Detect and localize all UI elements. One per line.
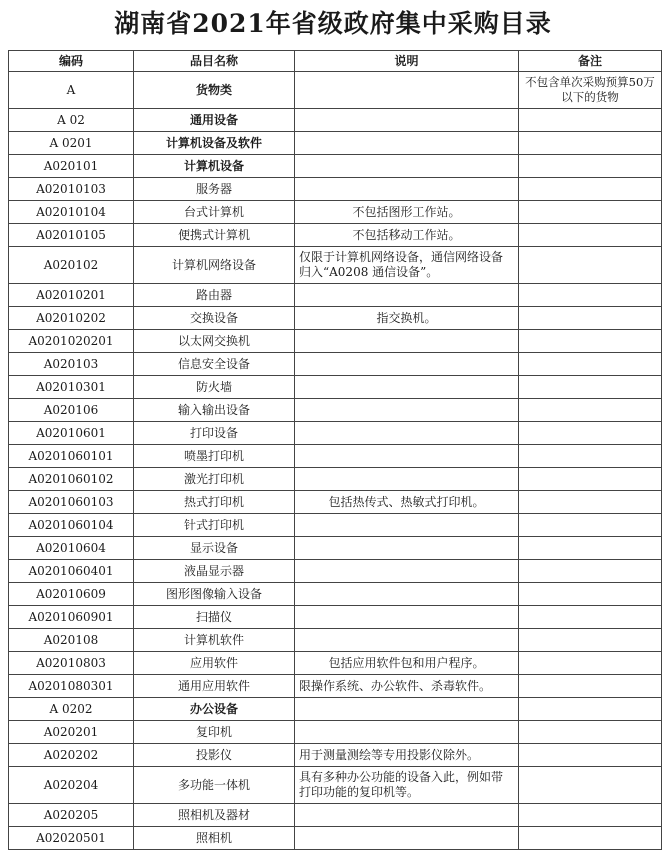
- cell-note: [519, 583, 662, 606]
- table-row: [9, 606, 662, 629]
- cell-name: 喷墨打印机: [134, 445, 295, 468]
- cell-desc: [295, 827, 519, 850]
- cell-code: A02010105: [9, 224, 134, 247]
- cell-desc: [295, 721, 519, 744]
- cell-name: 计算机设备及软件: [134, 132, 295, 155]
- cell-desc: [295, 422, 519, 445]
- cell-code: A020202: [9, 744, 134, 767]
- table-row: [9, 178, 662, 201]
- cell-name: 货物类: [134, 72, 295, 109]
- cell-name: 计算机软件: [134, 629, 295, 652]
- cell-desc: 限操作系统、办公软件、杀毒软件。: [295, 675, 519, 698]
- cell-code: A02010604: [9, 537, 134, 560]
- cell-code: A020108: [9, 629, 134, 652]
- cell-name: 应用软件: [134, 652, 295, 675]
- header-code: 编码: [9, 51, 134, 72]
- cell-code: A02010201: [9, 284, 134, 307]
- cell-name: 计算机设备: [134, 155, 295, 178]
- cell-code: A02010103: [9, 178, 134, 201]
- header-note: 备注: [519, 51, 662, 72]
- cell-name: 路由器: [134, 284, 295, 307]
- cell-desc: [295, 132, 519, 155]
- cell-name: 以太网交换机: [134, 330, 295, 353]
- cell-desc: [295, 537, 519, 560]
- cell-name: 针式打印机: [134, 514, 295, 537]
- cell-desc: [295, 399, 519, 422]
- table-row: [9, 583, 662, 606]
- cell-note: [519, 330, 662, 353]
- cell-desc: [295, 583, 519, 606]
- table-row: [9, 827, 662, 850]
- table-row: [9, 698, 662, 721]
- cell-note: [519, 284, 662, 307]
- table-row: [9, 537, 662, 560]
- table-row: [9, 353, 662, 376]
- procurement-catalog-table: [8, 50, 662, 850]
- cell-name: 输入输出设备: [134, 399, 295, 422]
- table-row: [9, 721, 662, 744]
- cell-code: A0201060103: [9, 491, 134, 514]
- table-row: [9, 284, 662, 307]
- cell-code: A0201060401: [9, 560, 134, 583]
- table-row: [9, 132, 662, 155]
- cell-code: A0201060901: [9, 606, 134, 629]
- cell-name: 台式计算机: [134, 201, 295, 224]
- cell-code: A02010609: [9, 583, 134, 606]
- cell-name: 显示设备: [134, 537, 295, 560]
- table-row: [9, 445, 662, 468]
- cell-name: 便携式计算机: [134, 224, 295, 247]
- table-row: [9, 399, 662, 422]
- cell-note: [519, 537, 662, 560]
- cell-note: [519, 132, 662, 155]
- table-row: [9, 804, 662, 827]
- cell-note: 不包含单次采购预算50万以下的货物: [519, 72, 662, 109]
- cell-name: 热式打印机: [134, 491, 295, 514]
- cell-code: A 0202: [9, 698, 134, 721]
- cell-name: 服务器: [134, 178, 295, 201]
- cell-note: [519, 652, 662, 675]
- cell-desc: [295, 330, 519, 353]
- table-row: [9, 376, 662, 399]
- table-row: [9, 330, 662, 353]
- cell-desc: [295, 468, 519, 491]
- table-row: [9, 155, 662, 178]
- cell-code: A02010202: [9, 307, 134, 330]
- cell-note: [519, 422, 662, 445]
- cell-note: [519, 560, 662, 583]
- cell-name: 多功能一体机: [134, 767, 295, 804]
- table-row: [9, 629, 662, 652]
- cell-note: [519, 468, 662, 491]
- cell-name: 复印机: [134, 721, 295, 744]
- cell-desc: [295, 606, 519, 629]
- cell-desc: [295, 376, 519, 399]
- table-header-row: [9, 51, 662, 72]
- cell-code: A02010301: [9, 376, 134, 399]
- cell-desc: 不包括移动工作站。: [295, 224, 519, 247]
- cell-desc: 仅限于计算机网络设备，通信网络设备归入“A0208 通信设备”。: [295, 247, 519, 284]
- cell-note: [519, 376, 662, 399]
- table-row: [9, 514, 662, 537]
- table-row: [9, 422, 662, 445]
- cell-name: 照相机: [134, 827, 295, 850]
- cell-name: 通用设备: [134, 109, 295, 132]
- cell-desc: [295, 514, 519, 537]
- cell-code: A020103: [9, 353, 134, 376]
- cell-code: A020102: [9, 247, 134, 284]
- header-name: 品目名称: [134, 51, 295, 72]
- cell-desc: [295, 560, 519, 583]
- cell-code: A02010104: [9, 201, 134, 224]
- cell-desc: [295, 72, 519, 109]
- cell-name: 通用应用软件: [134, 675, 295, 698]
- cell-name: 计算机网络设备: [134, 247, 295, 284]
- cell-note: [519, 629, 662, 652]
- cell-note: [519, 827, 662, 850]
- cell-note: [519, 201, 662, 224]
- cell-name: 液晶显示器: [134, 560, 295, 583]
- cell-code: A020201: [9, 721, 134, 744]
- cell-desc: [295, 155, 519, 178]
- cell-note: [519, 698, 662, 721]
- cell-desc: 用于测量测绘等专用投影仪除外。: [295, 744, 519, 767]
- cell-name: 投影仪: [134, 744, 295, 767]
- table-row: [9, 307, 662, 330]
- table-row: [9, 72, 662, 109]
- cell-name: 信息安全设备: [134, 353, 295, 376]
- table-row: [9, 560, 662, 583]
- cell-note: [519, 721, 662, 744]
- cell-desc: [295, 353, 519, 376]
- table-row: [9, 675, 662, 698]
- cell-desc: [295, 109, 519, 132]
- cell-note: [519, 445, 662, 468]
- cell-note: [519, 247, 662, 284]
- header-desc: 说明: [295, 51, 519, 72]
- cell-code: A: [9, 72, 134, 109]
- cell-code: A020204: [9, 767, 134, 804]
- cell-note: [519, 804, 662, 827]
- cell-code: A020101: [9, 155, 134, 178]
- cell-name: 防火墙: [134, 376, 295, 399]
- page-title: 湖南省2021年省级政府集中采购目录: [114, 9, 552, 38]
- cell-note: [519, 353, 662, 376]
- cell-note: [519, 155, 662, 178]
- cell-note: [519, 675, 662, 698]
- cell-code: A0201060101: [9, 445, 134, 468]
- cell-name: 照相机及器材: [134, 804, 295, 827]
- table-row: [9, 247, 662, 284]
- cell-note: [519, 307, 662, 330]
- cell-note: [519, 224, 662, 247]
- table-row: [9, 109, 662, 132]
- cell-desc: [295, 629, 519, 652]
- cell-desc: [295, 698, 519, 721]
- cell-name: 扫描仪: [134, 606, 295, 629]
- cell-note: [519, 491, 662, 514]
- cell-name: 交换设备: [134, 307, 295, 330]
- cell-code: A 0201: [9, 132, 134, 155]
- cell-desc: 指交换机。: [295, 307, 519, 330]
- table-row: [9, 468, 662, 491]
- cell-desc: 包括热传式、热敏式打印机。: [295, 491, 519, 514]
- cell-code: A02010601: [9, 422, 134, 445]
- cell-desc: 不包括图形工作站。: [295, 201, 519, 224]
- cell-desc: [295, 178, 519, 201]
- table-row: [9, 224, 662, 247]
- cell-name: 激光打印机: [134, 468, 295, 491]
- cell-code: A02020501: [9, 827, 134, 850]
- cell-code: A0201020201: [9, 330, 134, 353]
- cell-code: A0201060102: [9, 468, 134, 491]
- cell-code: A0201060104: [9, 514, 134, 537]
- table-row: [9, 744, 662, 767]
- cell-note: [519, 399, 662, 422]
- cell-desc: [295, 804, 519, 827]
- cell-code: A0201080301: [9, 675, 134, 698]
- cell-code: A020106: [9, 399, 134, 422]
- cell-code: A 02: [9, 109, 134, 132]
- table-row: [9, 767, 662, 804]
- cell-desc: [295, 284, 519, 307]
- cell-name: 图形图像输入设备: [134, 583, 295, 606]
- cell-code: A020205: [9, 804, 134, 827]
- cell-note: [519, 744, 662, 767]
- cell-desc: 具有多种办公功能的设备入此，例如带打印功能的复印机等。: [295, 767, 519, 804]
- cell-name: 办公设备: [134, 698, 295, 721]
- table-row: [9, 201, 662, 224]
- cell-code: A02010803: [9, 652, 134, 675]
- cell-desc: 包括应用软件包和用户程序。: [295, 652, 519, 675]
- cell-desc: [295, 445, 519, 468]
- cell-note: [519, 109, 662, 132]
- cell-note: [519, 767, 662, 804]
- cell-name: 打印设备: [134, 422, 295, 445]
- cell-note: [519, 178, 662, 201]
- table-row: [9, 491, 662, 514]
- cell-note: [519, 606, 662, 629]
- cell-note: [519, 514, 662, 537]
- table-row: [9, 652, 662, 675]
